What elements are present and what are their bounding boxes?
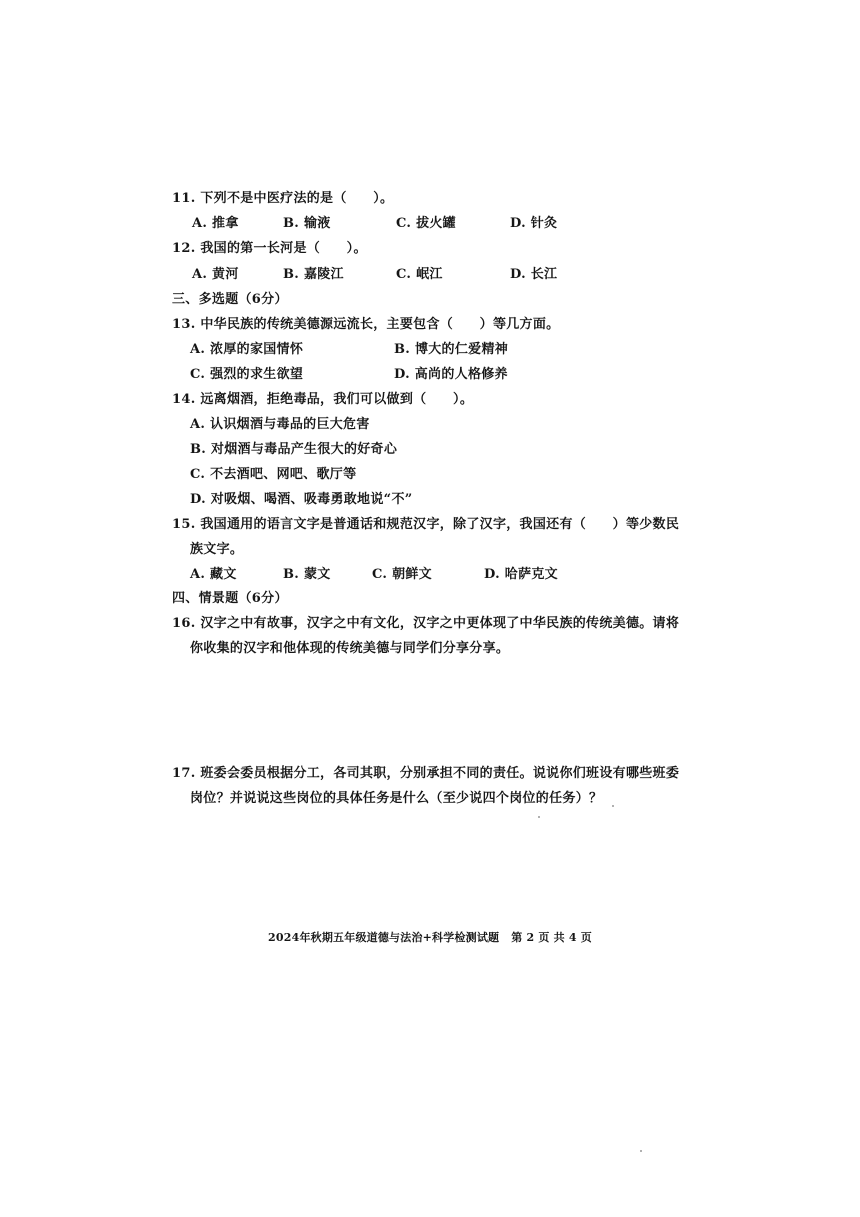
question-13-stem: 13. 中华民族的传统美德源远流长，主要包含（ ）等几方面。 [172, 317, 560, 332]
question-14-option-c: C. 不去酒吧、网吧、歌厅等 [190, 467, 357, 482]
question-15-stem-line-2: 族文字。 [190, 542, 244, 557]
question-12-option-d: D. 长江 [510, 267, 558, 282]
question-12-option-b: B. 嘉陵江 [283, 267, 344, 282]
question-16-line-2: 你收集的汉字和他体现的传统美德与同学们分享分享。 [190, 641, 510, 656]
question-15-stem-line-1: 15. 我国通用的语言文字是普通话和规范汉字，除了汉字，我国还有（ ）等少数民 [172, 517, 680, 532]
question-13-option-c: C. 强烈的求生欲望 [190, 367, 304, 382]
section-heading-multiple-choice: 三、多选题（6分） [172, 292, 288, 307]
question-14-option-d: D. 对吸烟、喝酒、吸毒勇敢地说“不” [190, 492, 413, 507]
question-13-option-d: D. 高尚的人格修养 [394, 367, 508, 382]
question-11-option-c: C. 拔火罐 [396, 216, 456, 231]
question-12-stem: 12. 我国的第一长河是（ ）。 [172, 241, 367, 256]
question-13-option-b: B. 博大的仁爱精神 [394, 342, 509, 357]
page-footer [0, 929, 860, 945]
question-16-line-1: 16. 汉字之中有故事，汉字之中有文化，汉字之中更体现了中华民族的传统美德。请将 [172, 616, 680, 631]
question-12-option-a: A. 黄河 [192, 267, 239, 282]
scan-speck [612, 805, 614, 807]
section-heading-scenario: 四、情景题（6分） [172, 591, 288, 606]
question-15-option-d: D. 哈萨克文 [484, 567, 558, 582]
question-17-line-2: 岗位？并说说这些岗位的具体任务是什么（至少说四个岗位的任务）？ [190, 791, 603, 806]
footer-exam-title: 2024年秋期五年级道德与法治+科学检测试题 [268, 931, 500, 944]
question-12-option-c: C. 岷江 [396, 267, 443, 282]
question-11-stem: 11. 下列不是中医疗法的是（ ）。 [172, 191, 394, 206]
question-11-option-d: D. 针灸 [510, 216, 558, 231]
footer-page-number: 第 2 页 共 4 页 [511, 931, 592, 944]
question-17-line-1: 17. 班委会委员根据分工，各司其职，分别承担不同的责任。说说你们班设有哪些班委 [172, 766, 680, 781]
question-15-option-b: B. 蒙文 [283, 567, 331, 582]
question-15-option-a: A. 藏文 [190, 567, 237, 582]
scan-speck [640, 1150, 642, 1152]
question-14-option-b: B. 对烟酒与毒品产生很大的好奇心 [190, 442, 398, 457]
question-11-option-b: B. 输液 [283, 216, 331, 231]
question-15-option-c: C. 朝鲜文 [372, 567, 432, 582]
question-14-stem: 14. 远离烟酒，拒绝毒品，我们可以做到（ ）。 [172, 392, 474, 407]
question-13-option-a: A. 浓厚的家国情怀 [190, 342, 304, 357]
scan-speck [538, 816, 540, 818]
question-14-option-a: A. 认识烟酒与毒品的巨大危害 [190, 417, 370, 432]
question-11-option-a: A. 推拿 [192, 216, 239, 231]
